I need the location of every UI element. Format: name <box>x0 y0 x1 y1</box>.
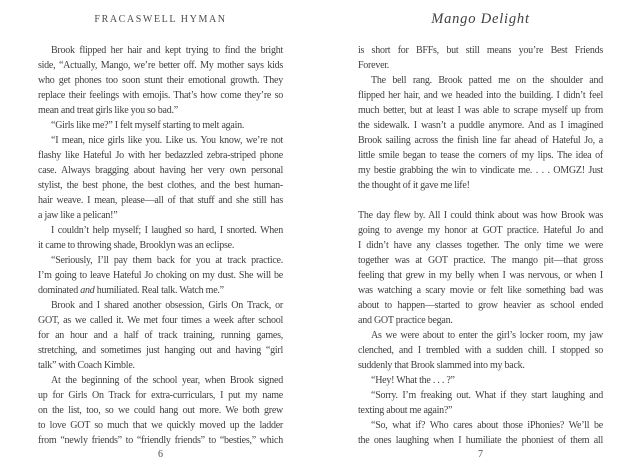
text-line: up for Girls On Track for extra-curriculars, I put my name <box>38 390 283 401</box>
text-line: I’m going to leave Hateful Jo choking on my dust. She will be <box>38 270 283 281</box>
page-number-right: 7 <box>478 449 483 460</box>
text-line: Brook sailing across the finish line far ahead of Hateful Jo, a <box>358 135 603 146</box>
text-line: “I mean, nice girls like you. Like us. You know, we’re not <box>51 135 283 146</box>
text-line: GOT, as we called it. We met four times a week after school <box>38 315 283 326</box>
text-line: “Seriously, I’ll pay them back for you at track practice. <box>51 255 283 266</box>
text-line: was watching a scary movie or felt like something bad was <box>358 285 603 296</box>
text-line: for an hour and a half of track training, running games, <box>38 330 283 341</box>
text-line: who get phones too soon stunt their emotional growth. They <box>38 75 283 86</box>
page-left <box>38 0 283 475</box>
text-line: the thought of it gave me life! <box>358 180 470 191</box>
text-line: mean and treat girls like you so bad.” <box>38 105 178 116</box>
running-header-author: FRACASWELL HYMAN <box>94 14 227 25</box>
text-line: to love GOT so much that we quickly moved up the ladder <box>38 420 283 431</box>
text-line: about to happen—started to grow heavier as school ended <box>358 300 603 311</box>
text-line: together was at GOT practice. The mango pit—that gross <box>358 255 603 266</box>
text-line: “So, what if? Who cares about those iPhonies? We’ll be <box>371 420 603 431</box>
page-left-body <box>38 43 283 448</box>
text-line: talk” with Coach Kimble. <box>38 360 135 371</box>
text-line: Brook flipped her hair and kept trying to find the bright <box>51 45 283 56</box>
text-line: Forever. <box>358 60 390 71</box>
text-line: The bell rang. Brook patted me on the shoulder and <box>371 75 603 86</box>
text-line: “Sorry. I’m freaking out. What if they start laughing and <box>371 390 603 401</box>
text-line: feeling that grew in my belly when I was nervous, or when I <box>358 270 603 281</box>
text-line: texting about me again?” <box>358 405 453 416</box>
text-line: case. Always bragging about having her very own personal <box>38 165 283 176</box>
text-line: a jaw like a pelican!” <box>38 210 118 221</box>
text-line: much better, but at least I was able to scrape myself up from <box>358 105 603 116</box>
text-line: The day flew by. All I could think about was how Brook was <box>358 210 603 221</box>
text-line: my bestie grabbing the win to vindicate me. . . . OMGZ! Just <box>358 165 603 176</box>
text-line: stretching, and sometimes just hanging out and having “girl <box>38 345 283 356</box>
text-line: on the list, too, so we could hang out more. We both grew <box>38 405 283 416</box>
text-line: hair weave. I mean, please—all of that stuff and she still has <box>38 195 283 206</box>
text-line: “Girls like me?” I felt myself starting to melt again. <box>51 120 245 131</box>
text-line: from “newly friends” to “friendly friends” to “besties,” which <box>38 435 283 446</box>
text-line: clenched, and I trembled with a sudden chill. I stopped so <box>358 345 603 356</box>
text-line: the sidewalk. I wasn’t a puddle anymore. And as I imagined <box>358 120 603 131</box>
running-header-title: Mango Delight <box>431 11 530 27</box>
text-line: “Hey! What the . . . ?” <box>371 375 455 386</box>
text-line: dominated and humiliated. Real talk. Watch me.” <box>38 285 224 296</box>
text-line: Brook and I shared another obsession, Girls On Track, or <box>51 300 283 311</box>
blank-line <box>358 193 603 208</box>
text-line: flipped her hair, and we headed into the building. I didn’t feel <box>358 90 603 101</box>
text-line: suddenly that Brook slammed into my back. <box>358 360 525 371</box>
text-line: stylist, the best phone, the best clothes, and the best human- <box>38 180 283 191</box>
text-line: I couldn’t help myself; I laughed so hard, I snorted. When <box>51 225 283 236</box>
text-line: replace their feelings with emojis. That’s how come they’re so <box>38 90 283 101</box>
text-line: side, “Actually, Mango, we’re better off. My mother says kids <box>38 60 283 71</box>
text-line: going to avenge my honor at GOT practice. Hateful Jo and <box>358 225 603 236</box>
text-line: it came to throwing shade, Brooklyn was an eclipse. <box>38 240 235 251</box>
text-line: and GOT practice began. <box>358 315 453 326</box>
page-right-body <box>358 43 603 448</box>
text-line: flashy like Hateful Jo with her bedazzled zebra-striped phone <box>38 150 283 161</box>
text-line: little smile began to tease the corners of my lips. The idea of <box>358 150 603 161</box>
text-line: As we were about to enter the girl’s locker room, my jaw <box>371 330 603 341</box>
text-line: is short for BFFs, but still means you’re Best Friends <box>358 45 603 56</box>
text-line: I didn’t have any classes together. The only time we were <box>358 240 603 251</box>
text-line: the ones laughing when I humiliate the phoniest of them all <box>358 435 603 446</box>
page-right <box>358 0 603 475</box>
page-number-left: 6 <box>158 449 163 460</box>
text-line: At the beginning of the school year, when Brook signed <box>51 375 283 386</box>
